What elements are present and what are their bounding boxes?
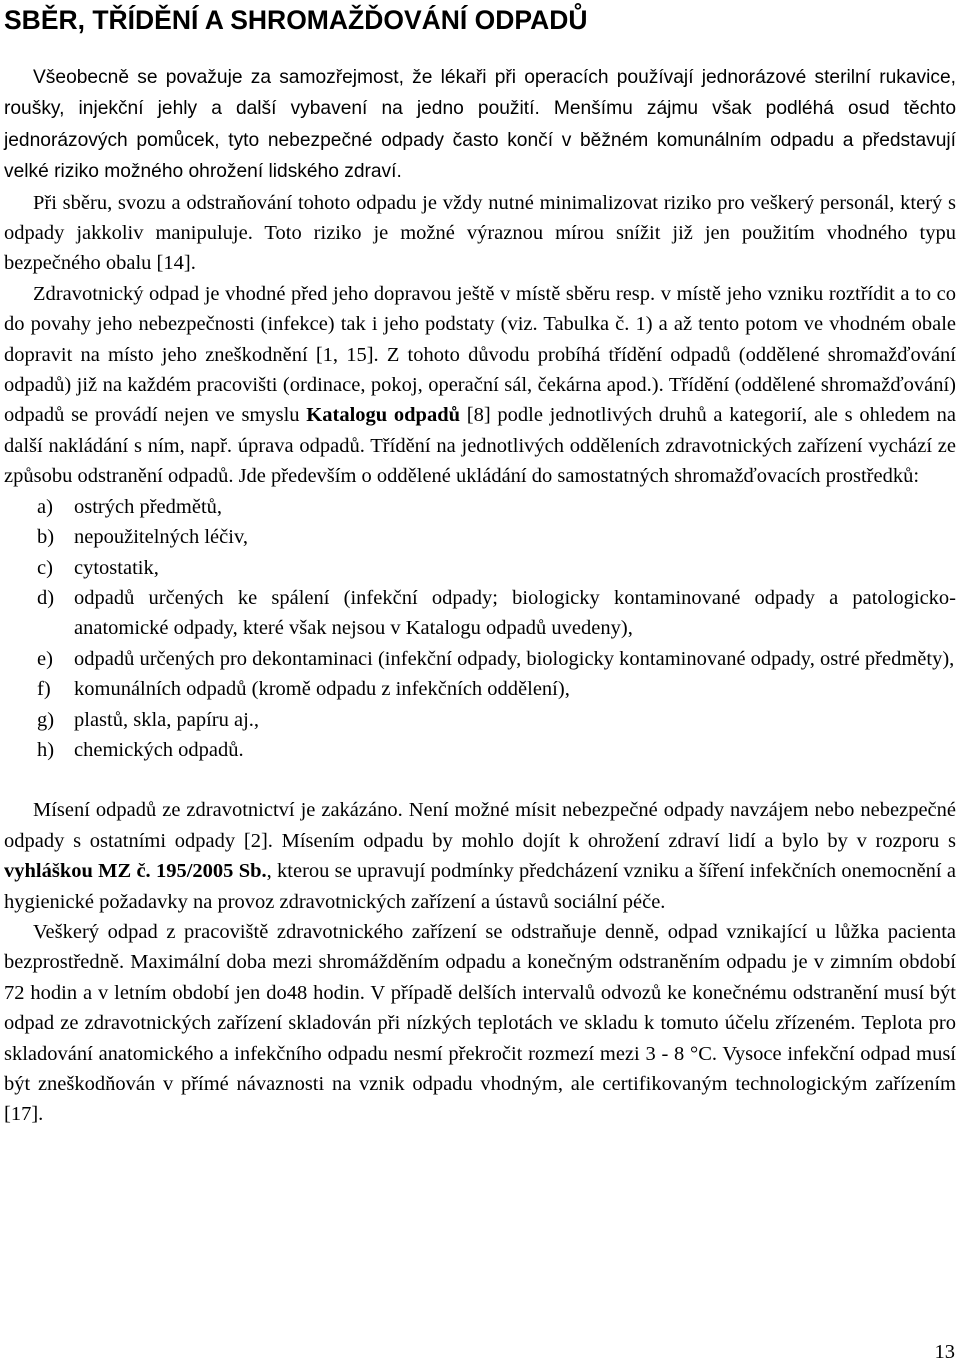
list-item-text: cytostatik, [74,556,159,579]
list-item [4,522,956,552]
intro-paragraph [4,62,956,279]
mixing-paragraph [4,795,956,917]
page-number: 13 [934,1341,955,1363]
list-marker: a) [37,495,53,518]
decree-reference: vyhláškou MZ č. 195/2005 Sb. [4,860,267,883]
list-item [4,705,956,735]
list-item-text: odpadů určených ke spálení (infekční odpady; biologicky kontaminované odpady a patologicko-anatomické odpady, které však nejsou v Katalogu odpadů uvedeny), [74,586,956,640]
list-item-text: komunálních odpadů (kromě odpadu z infekčních oddělení), [74,678,570,701]
list-marker: h) [37,738,55,761]
list-item [4,735,956,765]
mixing-text-b: , kterou se upravují podmínky předcházení vzniku a šíření infekčních onemocnění a hygienické požadavky na provoz zdravotnických zařízení a ústavů sociální péče. [4,860,956,913]
list-item [4,553,956,583]
page-title: SBĚR, TŘÍDĚNÍ A SHROMAŽĎOVÁNÍ ODPADŮ [4,5,588,35]
handling-text: Při sběru, svozu a odstraňování tohoto odpadu je vždy nutné minimalizovat riziko pro veškerý personál, který s odpady jakkoliv manipuluje. Toto riziko je možné výraznou mírou snížit již jen použitím vhodného typu bezpečného obalu [14]. [4,191,956,275]
mixing-text-a: Mísení odpadů ze zdravotnictví je zakázáno. Není možné mísit nebezpečné odpady navzájem nebo nebezpečné odpady s ostatními odpady [2]. Mísením odpadu by mohlo dojít k ohrožení zdraví lidí a bylo by v rozporu s [4,799,956,852]
list-item-text: nepoužitelných léčiv, [74,526,248,549]
sorting-paragraph [4,279,956,492]
intro-sentence: Všeobecně se považuje za samozřejmost, že lékaři při operacích používají jednorázové sterilní rukavice, roušky, injekční jehly a další vybavení na jedno použití. Menšímu zájmu však podléhá osud těchto jednorázových pomůcek, tyto nebezpečné odpady často končí v běžném komunálním odpadu a představují velké riziko možného ohrožení lidského zdraví. [4,67,956,183]
list-item [4,583,956,644]
list-item [4,492,956,522]
storage-paragraph: Veškerý odpad z pracoviště zdravotnického zařízení se odstraňuje denně, odpad vznikající u lůžka pacienta bezprostředně. Maximální doba mezi shromážděním odpadu a konečným odstraněním odpadu je v zimním období 72 hodin a v letním období jen do48 hodin. V případě delších intervalů odvozů ke konečnému odstranění musí být odpad ze zdravotnických zařízení skladován při nízkých teplotách ve skladu k tomuto účelu zřízeném. Teplota pro skladování anatomického a infekčního odpadu nesmí překročit rozmezí mezi 3 - 8 °C. Vysoce infekční odpad musí být zneškodňován v přímé návaznosti na vznik odpadu vhodným, ale certifikovaným technologickým zařízením [17]. [4,920,956,1126]
list-item-text: odpadů určených pro dekontaminaci (infekční odpady, biologicky kontaminované odpady, ostré předměty), [74,647,955,670]
list-item-text: plastů, skla, papíru aj., [74,708,260,731]
list-marker: d) [37,586,55,609]
list-marker: g) [37,708,55,731]
list-item [4,674,956,704]
list-item [4,644,956,674]
sorting-text-a: Zdravotnický odpad je vhodné před jeho dopravou ještě v místě sběru resp. v místě jeho vzniku roztřídit a to co do povahy jeho nebezpečnosti (infekce) tak i jeho podstaty (viz. Tabulka č. 1) a až tento potom ve vhodném obale dopravit na místo jeho zneškodnění [1, 15]. Z tohoto důvodu probíhá třídění odpadů (oddělené shromažďování odpadů) již na každém pracovišti (ordinace, pokoj, operační sál, čekárna apod.). Třídění (oddělené shromažďování) odpadů se provádí nejen ve smyslu [4,282,956,427]
list-marker: f) [37,678,51,701]
waste-catalogue-reference: Katalogu odpadů [306,404,461,427]
list-marker: e) [37,647,53,670]
list-item-text: ostrých předmětů, [74,495,223,518]
list-item-text: chemických odpadů. [74,738,244,761]
list-marker: c) [37,556,53,579]
sorting-text-b: [8] podle jednotlivých druhů a kategorií, ale s ohledem na další nakládání s ním, např. úprava odpadů. Třídění na jednotlivých odděleních zdravotnických zařízení vychází ze způsobu odstranění odpadů. Jde především o oddělené ukládání do samostatných shromažďovacích prostředků: [4,404,956,488]
paragraph-gap [4,765,956,795]
waste-category-list [4,492,956,766]
list-marker: b) [37,526,55,549]
